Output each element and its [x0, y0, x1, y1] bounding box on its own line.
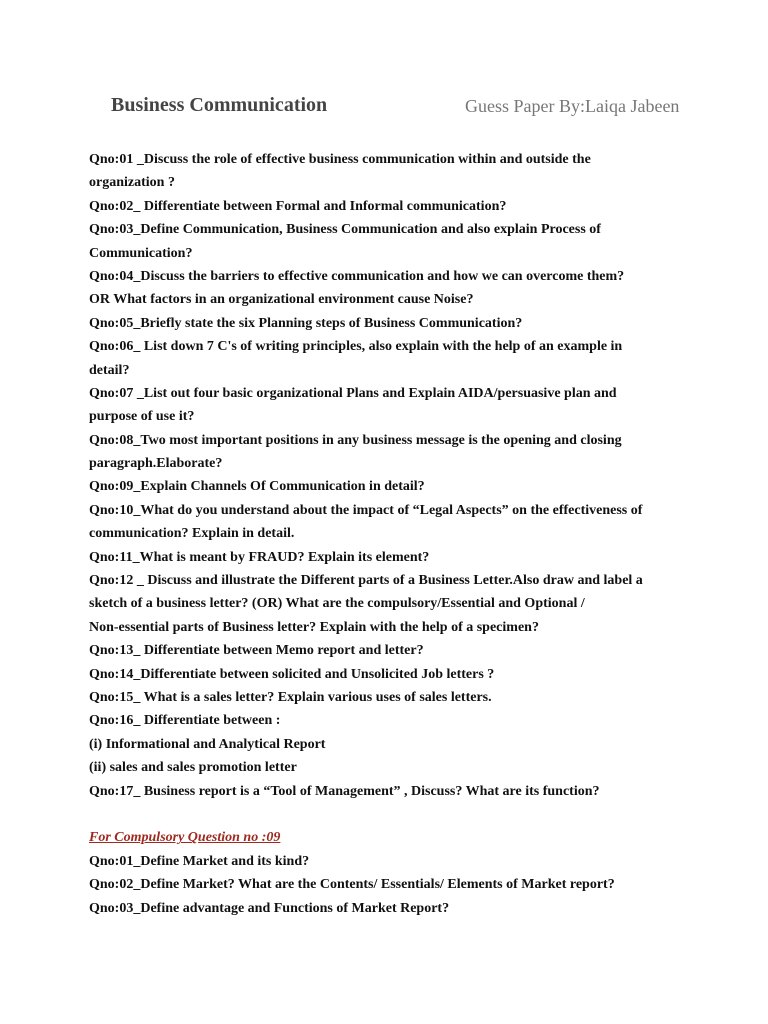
- question-line: Qno:11_What is meant by FRAUD? Explain its element?: [89, 549, 430, 565]
- question-line: OR What factors in an organizational environment cause Noise?: [89, 292, 474, 308]
- compulsory-question-line: Qno:01_Define Market and its kind?: [89, 853, 310, 869]
- question-list: [89, 148, 689, 920]
- compulsory-section-heading: For Compulsory Question no :09: [89, 830, 281, 846]
- question-line: paragraph.Elaborate?: [89, 456, 223, 472]
- question-line: Qno:05_Briefly state the six Planning steps of Business Communication?: [89, 315, 523, 331]
- question-line: Qno:01 _Discuss the role of effective business communication within and outside the: [89, 152, 591, 167]
- question-line: sketch of a business letter? (OR) What are the compulsory/Essential and Optional /: [89, 596, 585, 612]
- question-line: (i) Informational and Analytical Report: [89, 736, 326, 752]
- question-line: organization ?: [89, 175, 175, 191]
- question-line: Qno:06_ List down 7 C's of writing principles, also explain with the help of an example in: [89, 339, 623, 355]
- compulsory-question-line: Qno:03_Define advantage and Functions of Market Report?: [89, 900, 450, 916]
- compulsory-question-line: Qno:02_Define Market? What are the Contents/ Essentials/ Elements of Market report?: [89, 877, 615, 893]
- question-line: purpose of use it?: [89, 409, 195, 425]
- question-line: Communication?: [89, 245, 193, 261]
- question-line: Qno:02_ Differentiate between Formal and Informal communication?: [89, 198, 507, 214]
- document-header: [0, 94, 768, 126]
- question-line: Non-essential parts of Business letter? Explain with the help of a specimen?: [89, 619, 539, 635]
- question-line: Qno:14_Differentiate between solicited and Unsolicited Job letters ?: [89, 666, 495, 682]
- section-spacer: [89, 803, 689, 826]
- question-line: Qno:07 _List out four basic organizational Plans and Explain AIDA/persuasive plan and: [89, 385, 617, 401]
- question-line: Qno:12 _ Discuss and illustrate the Different parts of a Business Letter.Also draw and label a: [89, 573, 643, 589]
- question-line: Qno:13_ Differentiate between Memo report and letter?: [89, 643, 424, 659]
- question-line: Qno:17_ Business report is a “Tool of Management” , Discuss? What are its function?: [89, 783, 600, 799]
- question-line: communication? Explain in detail.: [89, 526, 295, 542]
- question-line: Qno:03_Define Communication, Business Communication and also explain Process of: [89, 222, 601, 238]
- question-line: Qno:15_ What is a sales letter? Explain various uses of sales letters.: [89, 689, 492, 705]
- document-title: Business Communication: [111, 94, 328, 116]
- document-author: Guess Paper By:Laiqa Jabeen: [465, 96, 680, 116]
- question-line: Qno:04_Discuss the barriers to effective communication and how we can overcome them?: [89, 268, 625, 284]
- question-line: Qno:09_Explain Channels Of Communication in detail?: [89, 479, 425, 495]
- question-line: Qno:08_Two most important positions in any business message is the opening and closing: [89, 432, 622, 448]
- question-line: (ii) sales and sales promotion letter: [89, 760, 297, 776]
- question-line: Qno:16_ Differentiate between :: [89, 713, 281, 729]
- question-line: Qno:10_What do you understand about the impact of “Legal Aspects” on the effectiveness of: [89, 502, 643, 518]
- question-line: detail?: [89, 362, 130, 378]
